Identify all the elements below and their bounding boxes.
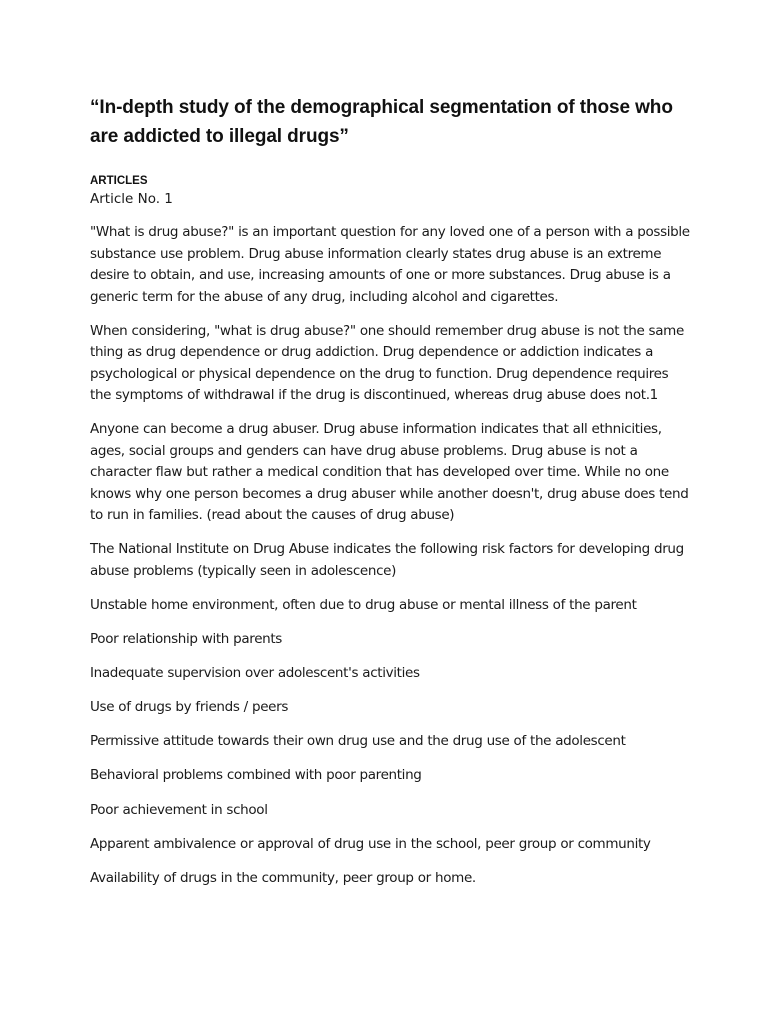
list-item: Use of drugs by friends / peers (90, 699, 288, 716)
list-item: Permissive attitude towards their own drug use and the drug use of the adolescent (90, 733, 626, 750)
list-item: Behavioral problems combined with poor parenting (90, 767, 422, 784)
document-body (90, 93, 690, 902)
list-item: Inadequate supervision over adolescent's activities (90, 664, 420, 681)
list-item: Poor relationship with parents (90, 630, 282, 647)
list-item: Availability of drugs in the community, peer group or home. (90, 870, 476, 886)
paragraph-anyone-can-become: Anyone can become a drug abuser. Drug abuse information indicates that all ethnicities, ages, social groups and genders can have drug abuse problems. Drug abuse is not a character flaw but rather a medical condition that has developed over time. While no one knows why one person becomes a drug abuser while another doesn't, drug abuse does tend to run in families. (read about the causes of drug abuse) (90, 421, 689, 523)
section-heading: ARTICLES (90, 175, 148, 187)
paragraph-what-is-drug-abuse: "What is drug abuse?" is an important question for any loved one of a person with a possible substance use problem. Drug abuse information clearly states drug abuse is an extreme desire to obtain, and use, increasing amounts of one or more substances. Drug abuse is a generic term for the abuse of any drug, including alcohol and cigarettes. (90, 224, 690, 305)
list-item: Apparent ambivalence or approval of drug use in the school, peer group or community (90, 835, 651, 852)
article-number: Article No. 1 (90, 191, 173, 207)
document-title: “In-depth study of the demographical segmentation of those who are addicted to illegal drugs” (90, 97, 673, 147)
risk-factor-list (90, 595, 690, 890)
paragraph-risk-factors-intro: The National Institute on Drug Abuse indicates the following risk factors for developing drug abuse problems (typically seen in adolescence) (90, 541, 684, 579)
list-item: Poor achievement in school (90, 801, 268, 818)
list-item: Unstable home environment, often due to drug abuse or mental illness of the parent (90, 596, 637, 613)
paragraph-dependence-vs-abuse: When considering, "what is drug abuse?" one should remember drug abuse is not the same thing as drug dependence or drug addiction. Drug dependence or addiction indicates a psychological or physical dependence on the drug to function. Drug dependence requires the symptoms of withdrawal if the drug is discontinued, whereas drug abuse does not.1 (90, 322, 684, 403)
